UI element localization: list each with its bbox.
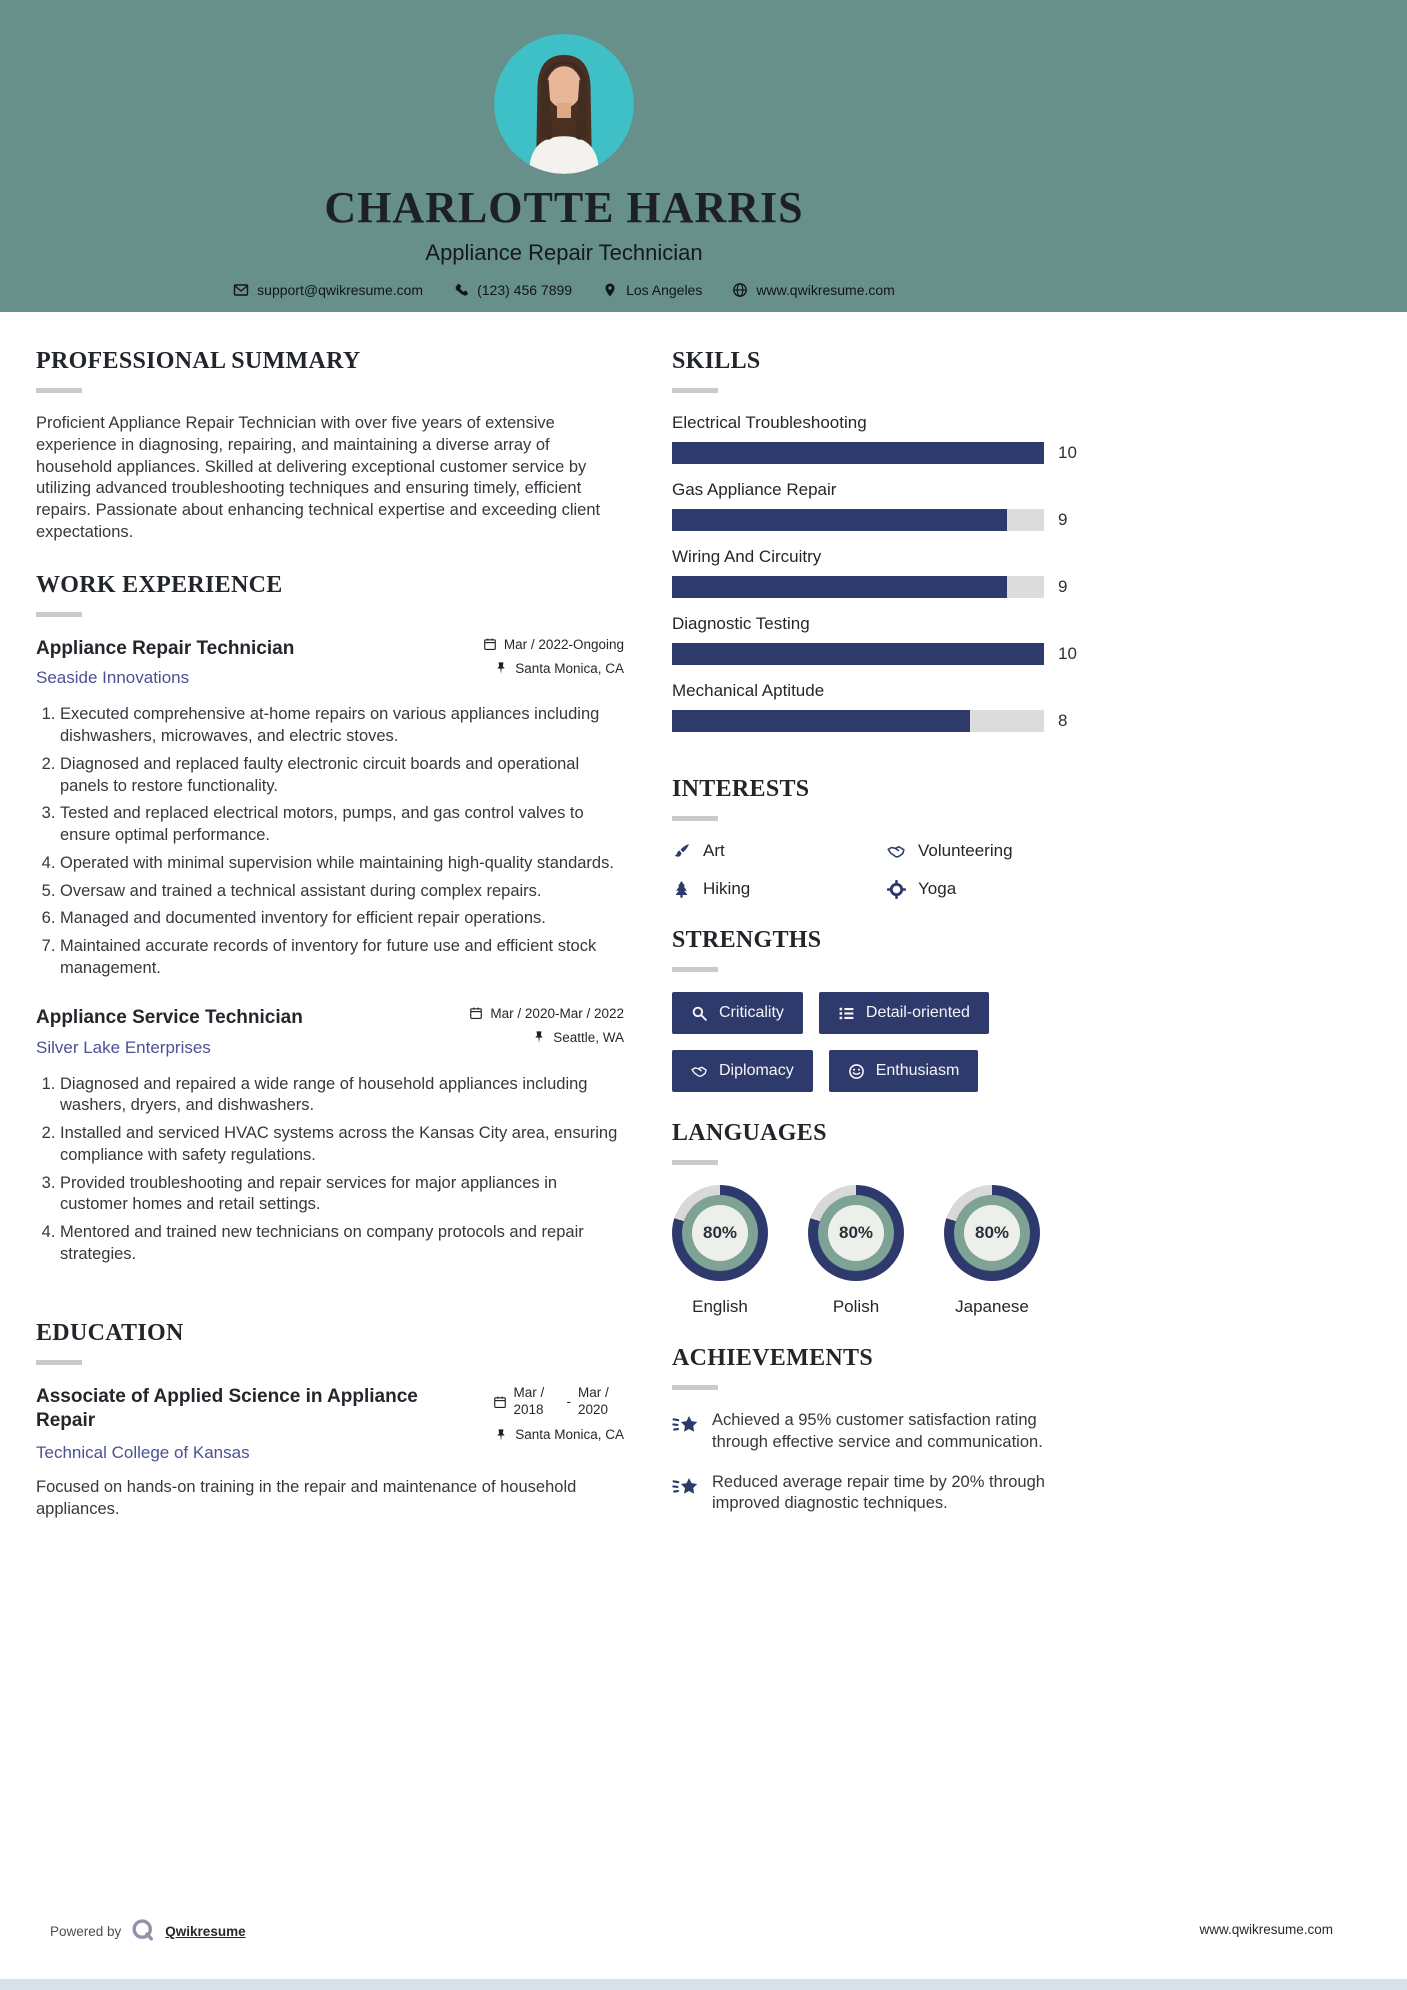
calendar-icon bbox=[483, 637, 497, 651]
contact-email-text: support@qwikresume.com bbox=[257, 282, 424, 298]
interest-label: Volunteering bbox=[918, 841, 1013, 860]
section-heading: EDUCATION bbox=[36, 1319, 184, 1346]
strength-badge bbox=[672, 1050, 813, 1092]
footer-strip bbox=[0, 1979, 1407, 1990]
heading-rule bbox=[672, 816, 718, 821]
resume-body bbox=[0, 312, 1407, 1533]
footer-website: www.qwikresume.com bbox=[1199, 1922, 1333, 1937]
education-date-start: Mar / 2018 bbox=[513, 1384, 545, 1417]
contact-phone bbox=[453, 282, 572, 298]
heading-rule bbox=[36, 612, 82, 617]
tree-icon bbox=[672, 880, 691, 899]
pushpin-icon bbox=[494, 661, 508, 675]
section-heading: STRENGTHS bbox=[672, 927, 822, 953]
right-column bbox=[672, 348, 1092, 1533]
bullet-item: 1. Executed comprehensive at-home repairs on various appliances including dishwashers, microwaves, and electric stoves. bbox=[60, 704, 624, 748]
section-heading: ACHIEVEMENTS bbox=[672, 1345, 873, 1371]
phone-icon bbox=[453, 282, 469, 298]
heading-rule bbox=[672, 967, 718, 972]
strength-badge bbox=[819, 992, 989, 1034]
skill-item bbox=[672, 413, 1092, 464]
job-location: Seattle, WA bbox=[553, 1029, 624, 1045]
contact-email bbox=[233, 282, 423, 298]
job-dates: Mar / 2020-Mar / 2022 bbox=[490, 1005, 624, 1021]
avatar-photo-illustration bbox=[494, 34, 634, 174]
interest-item bbox=[672, 841, 877, 861]
skill-bar-track bbox=[672, 710, 1044, 732]
contact-location bbox=[602, 282, 702, 298]
skill-label: Mechanical Aptitude bbox=[672, 681, 825, 700]
interest-item bbox=[887, 841, 1092, 861]
left-column bbox=[36, 348, 624, 1533]
skill-value: 9 bbox=[1058, 577, 1068, 596]
section-heading: SKILLS bbox=[672, 348, 761, 374]
interest-item bbox=[887, 879, 1092, 899]
section-skills bbox=[672, 348, 1092, 732]
section-strengths bbox=[672, 927, 1092, 1092]
language-donut bbox=[672, 1185, 768, 1281]
bullet-item: 5. Oversaw and trained a technical assistant during complex repairs. bbox=[60, 881, 624, 903]
section-professional-summary bbox=[36, 348, 624, 544]
education-description: Focused on hands-on training in the repair and maintenance of household appliances. bbox=[36, 1478, 577, 1518]
summary-text: Proficient Appliance Repair Technician with over five years of extensive experience in diagnosing, repairing, and maintaining a diverse array of household appliances. Skilled at delivering exceptional customer service by utilizing advanced troubleshooting techniques and ensuring timely, efficient repairs. Passionate about enhancing technical expertise and exceeding client expectations. bbox=[36, 414, 601, 541]
qwikresume-logo-icon bbox=[130, 1918, 156, 1944]
language-percent: 80% bbox=[964, 1205, 1020, 1261]
bullet-item: 4. Mentored and trained new technicians on company protocols and repair strategies. bbox=[60, 1222, 624, 1266]
calendar-icon bbox=[469, 1006, 483, 1020]
achievement-text: Achieved a 95% customer satisfaction rating through effective service and communication. bbox=[712, 1411, 1043, 1451]
heading-rule bbox=[36, 1360, 82, 1365]
skill-value: 10 bbox=[1058, 644, 1077, 663]
language-label: Polish bbox=[832, 1297, 880, 1316]
language-label: Japanese bbox=[955, 1297, 1029, 1316]
avatar bbox=[494, 34, 634, 174]
contact-website-text: www.qwikresume.com bbox=[756, 282, 895, 298]
skill-label: Diagnostic Testing bbox=[672, 614, 810, 633]
interest-label: Yoga bbox=[918, 879, 957, 898]
achievement-item bbox=[672, 1410, 1092, 1454]
bullet-item: 2. Installed and serviced HVAC systems across the Kansas City area, ensuring compliance with safety regulations. bbox=[60, 1123, 624, 1167]
section-interests bbox=[672, 776, 1092, 899]
smiley-icon bbox=[848, 1063, 865, 1080]
skill-value: 8 bbox=[1058, 711, 1068, 730]
interest-item bbox=[672, 879, 877, 899]
education-location: Santa Monica, CA bbox=[515, 1427, 624, 1443]
bullet-item: 4. Operated with minimal supervision while maintaining high-quality standards. bbox=[60, 853, 624, 875]
powered-by bbox=[50, 1918, 246, 1944]
strength-label: Diplomacy bbox=[719, 1062, 794, 1079]
skill-item bbox=[672, 614, 1092, 665]
footer bbox=[0, 1900, 1407, 1990]
strength-label: Enthusiasm bbox=[875, 1062, 960, 1079]
heading-rule bbox=[36, 388, 82, 393]
section-heading: WORK EXPERIENCE bbox=[36, 571, 283, 598]
skill-item bbox=[672, 480, 1092, 531]
pushpin-icon bbox=[494, 1428, 508, 1442]
handshake-icon bbox=[887, 842, 906, 861]
pushpin-icon bbox=[532, 1030, 546, 1044]
section-education bbox=[36, 1320, 624, 1521]
section-heading: PROFESSIONAL SUMMARY bbox=[36, 348, 361, 374]
bullet-item: 3. Provided troubleshooting and repair services for major appliances in customer homes and retail settings. bbox=[60, 1173, 624, 1217]
calendar-icon bbox=[493, 1395, 507, 1409]
skill-bar-fill bbox=[672, 710, 970, 732]
achievement-item bbox=[672, 1472, 1092, 1516]
skill-bar-fill bbox=[672, 442, 1044, 464]
location-pin-icon bbox=[602, 282, 618, 298]
language-donut bbox=[944, 1185, 1040, 1281]
bullet-item: 6. Managed and documented inventory for efficient repair operations. bbox=[60, 908, 624, 930]
language-percent: 80% bbox=[828, 1205, 884, 1261]
shooting-star-icon bbox=[672, 1412, 699, 1439]
education-date-end: Mar / 2020 bbox=[578, 1384, 609, 1417]
skill-label: Gas Appliance Repair bbox=[672, 480, 837, 499]
achievement-text: Reduced average repair time by 20% through improved diagnostic techniques. bbox=[712, 1472, 1045, 1513]
strength-badge bbox=[672, 992, 803, 1034]
education-degree: Associate of Applied Science in Appliance Repair bbox=[36, 1385, 418, 1432]
skill-bar-track bbox=[672, 576, 1044, 598]
skill-bar-track bbox=[672, 442, 1044, 464]
bullet-item: 1. Diagnosed and repaired a wide range of household appliances including washers, dryers, and dishwashers. bbox=[60, 1074, 624, 1118]
skill-bar-fill bbox=[672, 509, 1007, 531]
language-item bbox=[808, 1185, 904, 1317]
strength-label: Criticality bbox=[719, 1004, 784, 1021]
section-languages bbox=[672, 1120, 1092, 1317]
section-heading: INTERESTS bbox=[672, 776, 810, 802]
heading-rule bbox=[672, 388, 718, 393]
contact-phone-text: (123) 456 7899 bbox=[477, 282, 573, 298]
wheel-icon bbox=[887, 880, 906, 899]
person-name: CHARLOTTE HARRIS bbox=[324, 183, 804, 232]
section-heading: LANGUAGES bbox=[672, 1120, 827, 1146]
job-entry bbox=[36, 637, 624, 980]
job-meta bbox=[469, 1006, 624, 1054]
heading-rule bbox=[672, 1160, 718, 1165]
person-job-title: Appliance Repair Technician bbox=[425, 240, 703, 265]
section-work-experience bbox=[36, 572, 624, 1266]
shooting-star-icon bbox=[672, 1474, 699, 1501]
skill-item bbox=[672, 681, 1092, 732]
paintbrush-icon bbox=[672, 842, 691, 861]
strength-label: Detail-oriented bbox=[865, 1004, 970, 1021]
strength-badge bbox=[829, 1050, 979, 1092]
language-item bbox=[672, 1185, 768, 1317]
list-icon bbox=[838, 1005, 855, 1022]
job-dates: Mar / 2022-Ongoing bbox=[503, 636, 624, 652]
handshake-icon bbox=[691, 1063, 708, 1080]
job-entry bbox=[36, 1006, 624, 1266]
heading-rule bbox=[672, 1385, 718, 1390]
skill-value: 10 bbox=[1058, 443, 1077, 462]
language-item bbox=[944, 1185, 1040, 1317]
skill-item bbox=[672, 547, 1092, 598]
globe-icon bbox=[732, 282, 748, 298]
interest-label: Hiking bbox=[703, 879, 751, 898]
magnifier-icon bbox=[691, 1005, 708, 1022]
contact-location-text: Los Angeles bbox=[626, 282, 703, 298]
contact-row bbox=[233, 282, 895, 298]
education-date-separator: - bbox=[566, 1394, 571, 1410]
language-label: English bbox=[692, 1297, 748, 1316]
job-bullet-list bbox=[36, 704, 624, 979]
language-percent: 80% bbox=[692, 1205, 748, 1261]
job-meta bbox=[483, 637, 624, 685]
bullet-item: 3. Tested and replaced electrical motors, pumps, and gas control valves to ensure optimal performance. bbox=[60, 803, 624, 847]
skill-bar-track bbox=[672, 509, 1044, 531]
job-location: Santa Monica, CA bbox=[515, 660, 624, 676]
job-title: Appliance Repair Technician bbox=[36, 637, 295, 659]
skill-bar-fill bbox=[672, 643, 1044, 665]
qwikresume-link[interactable]: Qwikresume bbox=[165, 1923, 246, 1939]
interest-label: Art bbox=[703, 841, 725, 860]
skill-value: 9 bbox=[1058, 510, 1068, 529]
skill-bar-fill bbox=[672, 576, 1007, 598]
skill-label: Electrical Troubleshooting bbox=[672, 413, 867, 432]
skill-bar-track bbox=[672, 643, 1044, 665]
skill-label: Wiring And Circuitry bbox=[672, 547, 822, 566]
education-school: Technical College of Kansas bbox=[36, 1443, 250, 1463]
bullet-item: 7. Maintained accurate records of inventory for future use and efficient stock management. bbox=[60, 936, 624, 980]
job-company: Silver Lake Enterprises bbox=[36, 1037, 211, 1057]
email-icon bbox=[233, 282, 249, 298]
contact-website bbox=[732, 282, 894, 298]
powered-by-text: Powered by bbox=[50, 1923, 122, 1939]
job-title: Appliance Service Technician bbox=[36, 1006, 303, 1028]
section-achievements bbox=[672, 1345, 1092, 1515]
language-donut bbox=[808, 1185, 904, 1281]
bullet-item: 2. Diagnosed and replaced faulty electronic circuit boards and operational panels to restore functionality. bbox=[60, 754, 624, 798]
job-company: Seaside Innovations bbox=[36, 668, 190, 688]
header bbox=[0, 0, 1407, 312]
job-bullet-list bbox=[36, 1074, 624, 1266]
education-meta bbox=[493, 1385, 625, 1452]
